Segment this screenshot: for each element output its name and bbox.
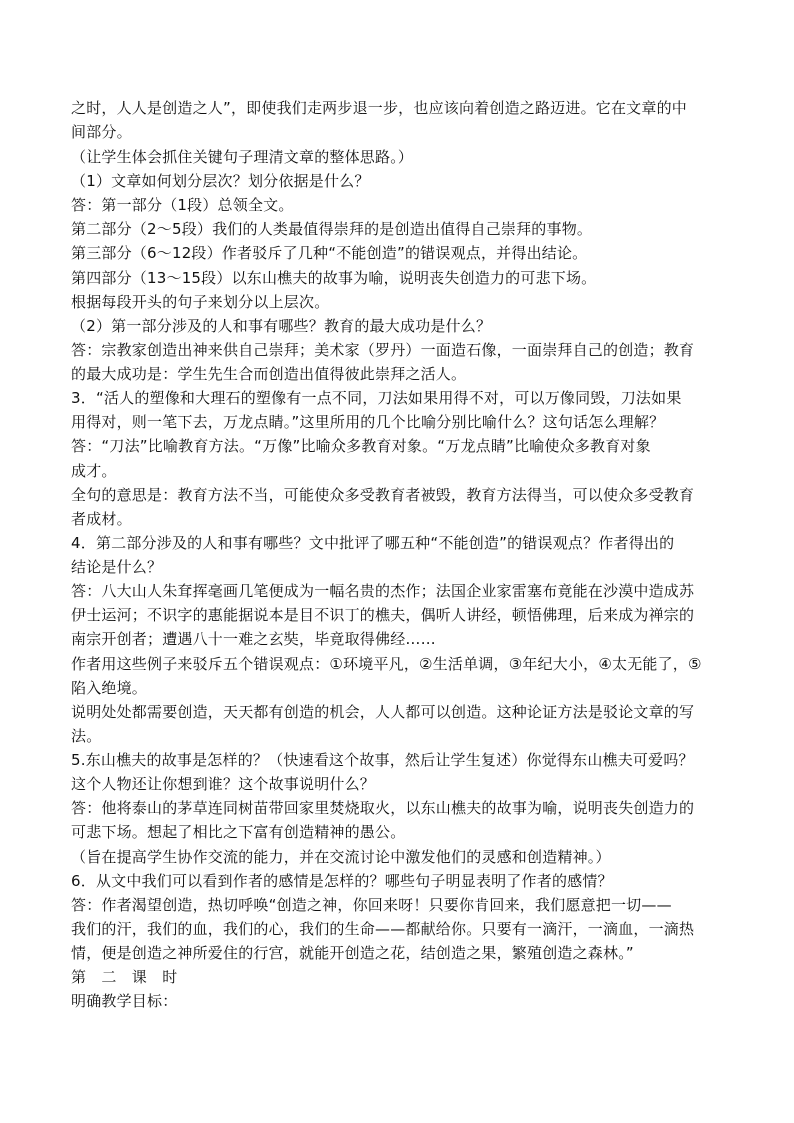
text-line: 答：“刀法”比喻教育方法。“万像”比喻众多教育对象。“万龙点睛”比喻使众多教育对象 [71, 437, 651, 455]
text-line: 用得对，则一笔下去，万龙点睛。”这里所用的几个比喻分别比喻什么？这句话怎么理解？ [71, 413, 665, 431]
text-line: 3．“活人的塑像和大理石的塑像有一点不同，刀法如果用得不对，可以万像同毁，刀法如果 [71, 389, 682, 407]
text-line: 南宗开创者；遭遇八十一难之玄奘，毕竟取得佛经…… [71, 630, 436, 648]
text-line: 5.东山樵夫的故事是怎样的？（快速看这个故事，然后让学生复述）你觉得东山樵夫可爱吗？ [71, 751, 694, 769]
text-line: 陷入绝境。 [71, 679, 148, 697]
text-line: （1）文章如何划分层次？划分依据是什么？ [71, 172, 370, 190]
text-line: 作者用这些例子来驳斥五个错误观点：①环境平凡，②生活单调，③年纪大小，④太无能了，⑤ [71, 655, 702, 673]
text-line: 情，便是创造之神所爱住的行宫，就能开创造之花，结创造之果，繁殖创造之森林。” [71, 944, 634, 962]
text-line: 第四部分（13～15段）以东山樵夫的故事为喻，说明丧失创造力的可悲下场。 [71, 269, 597, 287]
text-line: 根据每段开头的句子来划分以上层次。 [71, 293, 330, 311]
text-line: 答：他将泰山的茅草连同树苗带回家里焚烧取火，以东山樵夫的故事为喻，说明丧失创造力的 [71, 799, 695, 817]
text-line: 答：八大山人朱耷挥毫画几笔便成为一幅名贵的杰作；法国企业家雷塞布竟能在沙漠中造成苏 [71, 582, 695, 600]
text-line: 者成材。 [71, 510, 132, 528]
text-line: 成才。 [71, 462, 117, 480]
text-line: 间部分。 [71, 123, 132, 141]
text-line: 第三部分（6～12段）作者驳斥了几种“不能创造”的错误观点，并得出结论。 [71, 244, 588, 262]
text-line: 第二部分（2～5段）我们的人类最值得崇拜的是创造出值得自己崇拜的事物。 [71, 220, 593, 238]
text-line: （旨在提高学生协作交流的能力，并在交流讨论中激发他们的灵感和创造精神。） [71, 848, 611, 866]
section-heading: 第 二 课 时 [71, 968, 178, 986]
text-line: 法。 [71, 727, 102, 745]
text-line: （让学生体会抓住关键句子理清文章的整体思路。） [71, 148, 414, 166]
text-line: 6．从文中我们可以看到作者的感情是怎样的？哪些句子明显表明了作者的感情？ [71, 872, 613, 890]
text-line: 答：作者渴望创造，热切呼唤“创造之神，你回来呀！只要你肯回来，我们愿意把一切—— [71, 896, 672, 914]
text-line: 的最大成功是：学生先生合而创造出值得彼此崇拜之活人。 [71, 365, 467, 383]
text-line: 说明处处都需要创造，天天都有创造的机会，人人都可以创造。这种论证方法是驳论文章的写 [71, 703, 695, 721]
text-line: （2）第一部分涉及的人和事有哪些？教育的最大成功是什么？ [71, 317, 492, 335]
text-line: 结论是什么？ [71, 558, 163, 576]
text-line: 之时，人人是创造之人”，即使我们走两步退一步，也应该向着创造之路迈进。它在文章的中 [71, 99, 687, 117]
text-line: 明确教学目标： [71, 992, 178, 1010]
text-line: 答：第一部分（1段）总领全文。 [71, 196, 294, 214]
text-line: 伊士运河；不识字的惠能据说本是目不识丁的樵夫，偶听人讲经，顿悟佛理，后来成为禅宗的 [71, 606, 695, 624]
text-line: 可悲下场。想起了相比之下富有创造精神的愚公。 [71, 823, 406, 841]
text-line: 这个人物还让你想到谁？这个故事说明什么？ [71, 775, 376, 793]
text-line: 答：宗教家创造出神来供自己崇拜；美术家（罗丹）一面造石像，一面崇拜自己的创造；教育 [71, 341, 695, 359]
text-line: 4．第二部分涉及的人和事有哪些？文中批评了哪五种“不能创造”的错误观点？作者得出的 [71, 534, 675, 552]
text-line: 全句的意思是：教育方法不当，可能使众多受教育者被毁，教育方法得当，可以使众多受教育 [71, 486, 695, 504]
text-line: 我们的汗，我们的血，我们的心，我们的生命——都献给你。只要有一滴汗，一滴血，一滴热 [71, 920, 695, 938]
